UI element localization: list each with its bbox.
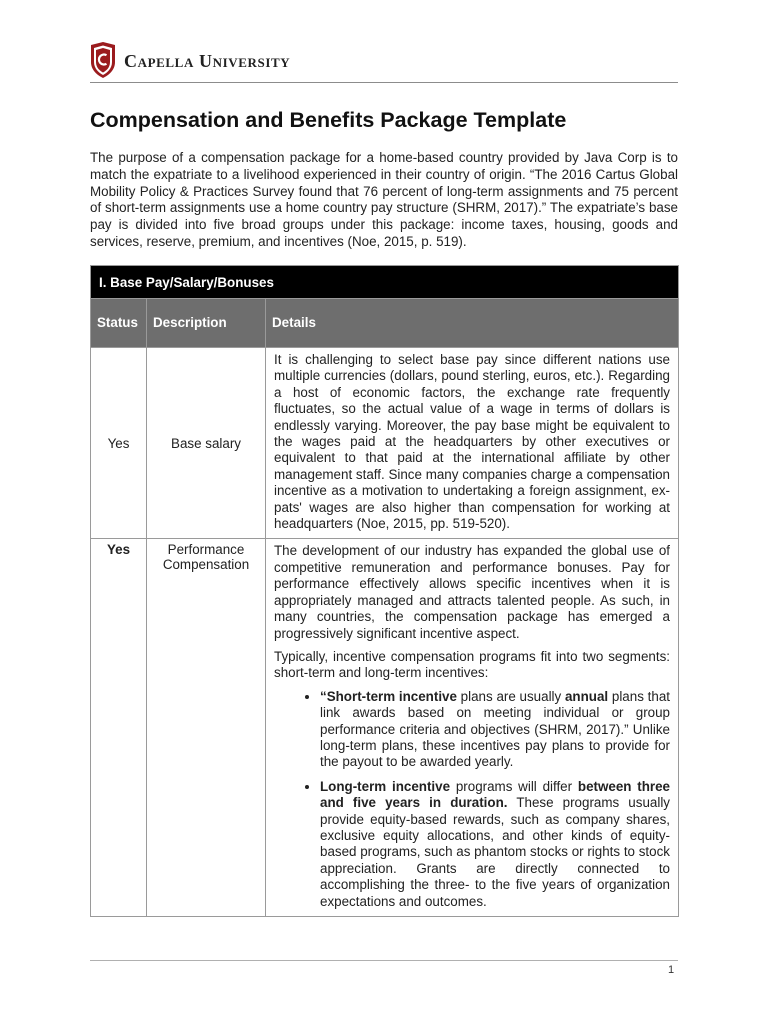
row-description: Performance Compensation	[147, 539, 266, 917]
column-header-status: Status	[91, 299, 147, 348]
page-header	[90, 42, 680, 82]
base-pay-table	[90, 265, 679, 917]
bold-term: annual	[564, 688, 609, 704]
incentive-list	[274, 689, 670, 910]
list-text: These programs usually provide equity-based rewards, such as company shares, exclusive equity allocations, and other kinds of equity-based programs, such as phantom stocks or rights to stock appreciation. Grants are directly connected to accomplishing the three- to the five years of organization expectations and outcomes.	[320, 795, 670, 909]
section-title: I. Base Pay/Salary/Bonuses	[91, 266, 679, 299]
footer-divider	[90, 960, 678, 961]
row-status: Yes	[91, 539, 147, 917]
row-description: Base salary	[147, 348, 266, 539]
details-paragraph: It is challenging to select base pay since different nations use multiple currencies (dollars, pound sterling, euros, etc.). Regarding a host of economic factors, the exchange rate frequently fluctuates, so the actual value of a wage in terms of dollars is endlessly varying. Moreover, the pay base might be equivalent to the wages paid at the headquarters by other executives or equivalent to that paid at the international affiliate by other management staff. Since many companies charge a compensation incentive as a motivation to undertaking a foreign assignment, ex-pats' wages are also higher than compensation for working at headquarters (Noe, 2015, pp. 519-520).	[274, 352, 670, 532]
intro-paragraph: The purpose of a compensation package for a home-based country provided by Java Corp is to match the expatriate to a livelihood experienced in their country of origin. “The 2016 Cartus Global Mobility Policy & Practices Survey found that 76 percent of long-term assignments and 75 percent of short-term assignments use a home country pay structure (SHRM, 2017).” The expatriate’s base pay is divided into five broad groups under this package: income taxes, housing, goods and services, reserve, premium, and incentives (Noe, 2015, p. 519).	[90, 150, 678, 249]
list-item	[320, 689, 670, 771]
details-paragraph: Typically, incentive compensation programs fit into two segments: short-term and long-term incentives:	[274, 648, 670, 681]
table-row	[91, 348, 679, 539]
header-divider	[90, 82, 678, 83]
list-item	[320, 779, 670, 910]
list-text: plans are usually	[456, 688, 565, 704]
table-section-header	[91, 266, 679, 299]
university-logo-text: Capella University	[124, 51, 291, 71]
bold-term: “Short-term incentive	[320, 688, 457, 704]
list-text: programs will differ	[450, 778, 578, 794]
list-text: plans that link awards based on meeting individual or group performance criteria and objectives (SHRM, 2017).” Unlike long-term plans, these incentives pay plans to provide for the payout to be awarded yearly.	[320, 688, 670, 770]
row-status: Yes	[91, 348, 147, 539]
bold-term: between three and five years in duration.	[320, 778, 670, 811]
table-row	[91, 539, 679, 917]
row-details	[266, 539, 679, 917]
capella-shield-icon	[90, 42, 116, 78]
details-paragraph: The development of our industry has expanded the global use of competitive remuneration and performance bonuses. Pay for performance effectively allows specific incentives when it is appropriately managed and attracts talented people. As such, in many countries, the compensation package has emerged a progressively significant incentive aspect.	[274, 543, 670, 641]
column-header-description: Description	[147, 299, 266, 348]
table-column-headers	[91, 299, 679, 348]
page-title: Compensation and Benefits Package Template	[90, 108, 567, 132]
bold-term: Long-term incentive	[320, 778, 451, 794]
row-details	[266, 348, 679, 539]
page-number: 1	[668, 964, 675, 976]
column-header-details: Details	[266, 299, 679, 348]
